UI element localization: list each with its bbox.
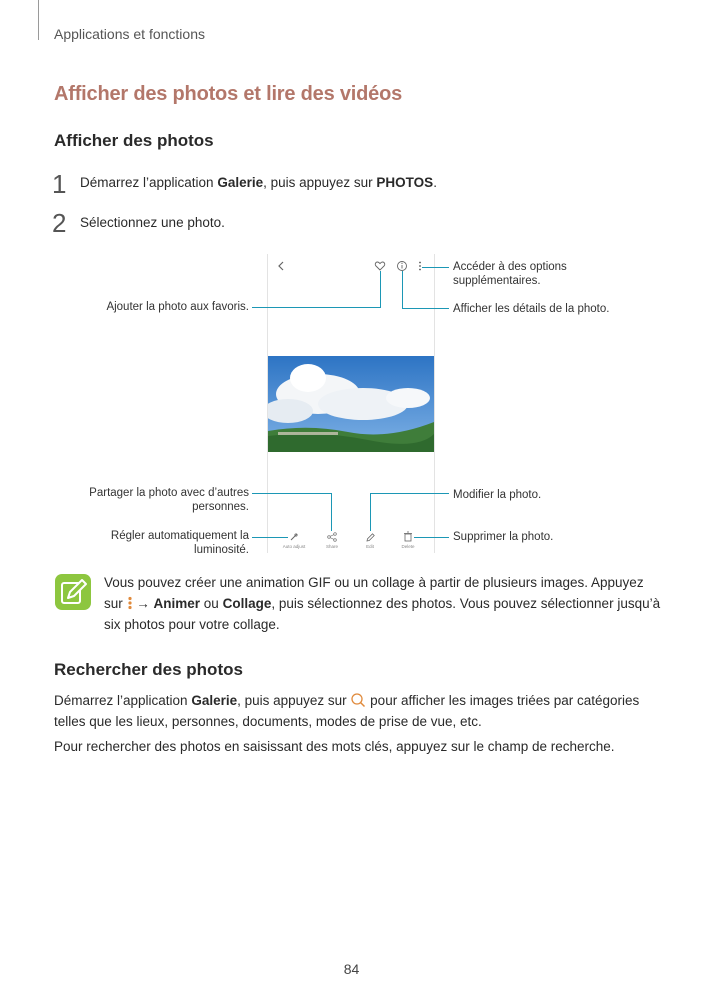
note-pencil-icon <box>55 574 91 610</box>
edit-icon[interactable] <box>364 532 376 542</box>
callout-line <box>402 308 449 309</box>
callout-line <box>370 493 449 494</box>
trash-icon[interactable] <box>402 531 414 542</box>
callout-line <box>402 271 403 309</box>
bottom-bar-label: Edit <box>366 544 374 549</box>
callout-line <box>370 493 371 531</box>
back-icon[interactable] <box>275 260 287 272</box>
bottom-bar-label: Delete <box>401 544 415 549</box>
callout-line <box>414 537 449 538</box>
page-number: 84 <box>343 961 360 977</box>
header-rule <box>38 0 39 40</box>
search-paragraph-1: Démarrez l’application Galerie, puis appuyez sur pour afficher les images triées par catégories telles que les lieux, personnes, documents, modes de prise de vue, etc. <box>54 693 640 729</box>
step-1-number: 1 <box>52 169 67 199</box>
view-heading: Afficher des photos <box>54 131 214 150</box>
callout-line <box>252 537 288 538</box>
step-2-text: Sélectionnez une photo. <box>80 215 225 230</box>
callout-delete: Supprimer la photo. <box>453 531 554 543</box>
callout-share: Partager la photo avec d’autres personnes. <box>89 487 249 513</box>
callout-more-options: Accéder à des options supplémentaires. <box>453 261 567 287</box>
callout-line <box>380 271 381 308</box>
auto-adjust-icon[interactable] <box>288 532 300 542</box>
section-header: Applications et fonctions <box>54 26 205 42</box>
landscape-photo <box>268 356 434 452</box>
step-2-number: 2 <box>52 208 67 238</box>
share-icon[interactable] <box>326 532 338 542</box>
page-title: Afficher des photos et lire des vidéos <box>54 83 403 105</box>
callout-line <box>252 307 381 308</box>
more-options-icon[interactable] <box>416 260 424 272</box>
callout-favorite: Ajouter la photo aux favoris. <box>106 301 249 313</box>
note-text: Vous pouvez créer une animation GIF ou un collage à partir de plusieurs images. Appuyez sur → Animer ou Collage, puis sélectionnez des photos. Vous pouvez sélectionner jusqu’à six photos pour votre collage. <box>104 575 661 632</box>
search-icon <box>350 692 366 708</box>
search-paragraph-2: Pour rechercher des photos en saisissant des mots clés, appuyez sur le champ de recherche. <box>54 739 615 754</box>
step-1-text: Démarrez l’application Galerie, puis appuyez sur PHOTOS. <box>80 175 437 190</box>
callout-edit: Modifier la photo. <box>453 489 542 501</box>
search-heading: Rechercher des photos <box>54 660 243 679</box>
callout-auto-adjust: Régler automatiquement la luminosité. <box>110 530 249 556</box>
callout-line <box>331 493 332 531</box>
callout-line <box>252 493 332 494</box>
callout-line <box>422 267 449 268</box>
callout-details: Afficher les détails de la photo. <box>453 303 610 315</box>
bottom-bar-label: Share <box>325 544 338 549</box>
bottom-bar-label: Auto adjust <box>282 544 306 549</box>
